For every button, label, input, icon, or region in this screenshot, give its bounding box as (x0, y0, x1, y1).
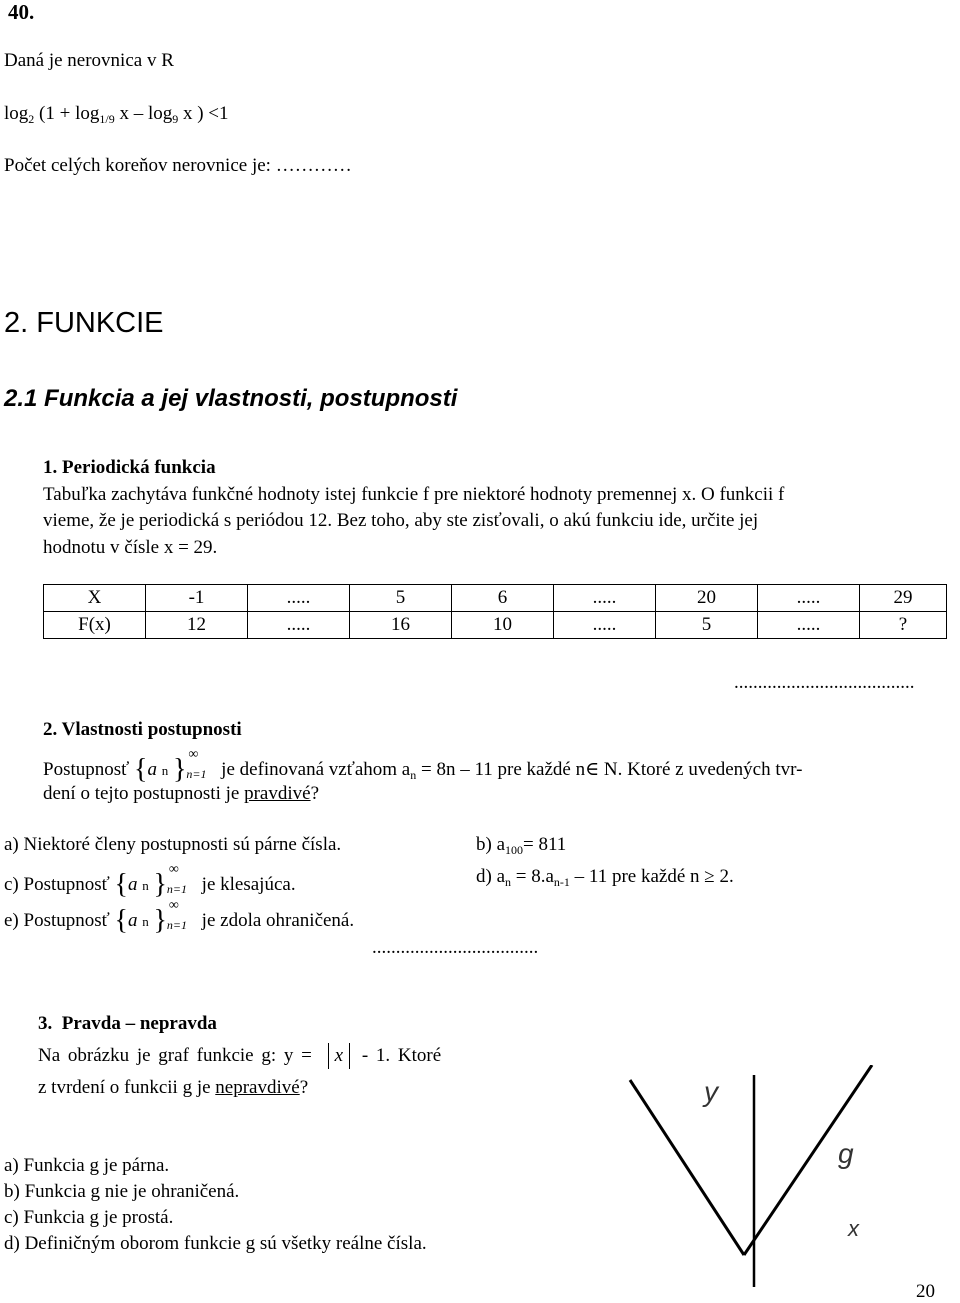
exercise-3-text-line: z tvrdení o funkcii g je nepravdivé? (38, 1077, 309, 1098)
page-number: 20 (916, 1281, 935, 1302)
table-cell: 12 (146, 612, 248, 639)
exercise-2-title: 2. Vlastnosti postupnosti (43, 719, 242, 740)
inequality: $\log_2 (1 + \log_{1/9} x - \log_9 x$ ) <1 (4, 103, 229, 126)
table-cell: ..... (248, 585, 350, 612)
y-axis-label: y (704, 1076, 718, 1107)
exercise-1-answer-line: ...................................... (734, 672, 915, 693)
table-cell: 5 (350, 585, 452, 612)
option-c: c) Postupnosť {a n } ∞ n=1 je klesajúca. (4, 861, 296, 900)
statement-a: a) Funkcia g je párna. (4, 1155, 170, 1176)
chapter-title: 2. FUNKCIE (4, 307, 164, 339)
exercise-1-title: 1. Periodická funkcia (43, 457, 216, 478)
table-cell: ..... (554, 585, 656, 612)
option-b: b) $a_{100}= 811$ (476, 834, 567, 857)
chapter-subtitle: 2.1 Funkcia a jej vlastnosti, postupnosti (4, 385, 458, 412)
exercise-2-answer-line: ................................... (372, 937, 539, 958)
option-a: a) Niektoré členy postupnosti sú párne čísla. (4, 834, 342, 855)
statement-d: d) Definičným oborom funkcie g sú všetky reálne čísla. (4, 1233, 427, 1254)
table-cell: ..... (554, 612, 656, 639)
table-cell: X (44, 585, 146, 612)
exercise-3-title: 3. Pravda – nepravda (38, 1013, 217, 1034)
option-d: d) $a_n = 8.a_{n-1} - 11$ pre každé n ≥ 2. (476, 866, 734, 889)
table-cell: ..... (248, 612, 350, 639)
table-cell: 6 (452, 585, 554, 612)
problem-intro: Daná je nerovnica v R (4, 50, 174, 71)
table-cell: ..... (758, 585, 860, 612)
table-cell: 16 (350, 612, 452, 639)
exercise-1-text-line: vieme, že je periodická s periódou 12. Bez toho, aby ste zisťovali, o akú funkciu ide, určite jej (43, 510, 759, 531)
graph-line (630, 1080, 744, 1255)
problem-number: 40. (8, 0, 35, 24)
function-values-table (43, 584, 947, 639)
function-graph (600, 1065, 945, 1290)
statement-b: b) Funkcia g nie je ohraničená. (4, 1181, 240, 1202)
statement-c: c) Funkcia g je prostá. (4, 1207, 174, 1228)
table-cell: F(x) (44, 612, 146, 639)
table-cell: ? (860, 612, 947, 639)
table-cell: ..... (758, 612, 860, 639)
table-cell: -1 (146, 585, 248, 612)
graph-label: g (838, 1138, 854, 1169)
exercise-3-text-line: Na obrázku je graf funkcie g: y = x - 1. Ktoré (38, 1043, 441, 1069)
x-axis-label: x (848, 1216, 859, 1241)
exercise-1-text-line: hodnotu v čísle x = 29. (43, 537, 218, 558)
table-cell: 5 (656, 612, 758, 639)
table-cell: 10 (452, 612, 554, 639)
table-row (44, 612, 947, 639)
exercise-2-text-line: dení o tejto postupnosti je pravdivé? (43, 783, 319, 804)
table-row (44, 585, 947, 612)
table-cell: 20 (656, 585, 758, 612)
exercise-1-text-line: Tabuľka zachytáva funkčné hodnoty istej funkcie f pre niektoré hodnoty premennej x. O funkcii f (43, 484, 785, 505)
table-cell: 29 (860, 585, 947, 612)
exercise-2-text-line: Postupnosť {a n } ∞ n=1 je definovaná vzťahom $a_n = 8n - 11$ pre každé n∈ N. Ktoré z uvedených tvr- (43, 746, 803, 785)
option-e: e) Postupnosť {a n } ∞ n=1 je zdola ohraničená. (4, 897, 355, 936)
problem-question: Počet celých koreňov nerovnice je: ………… (4, 155, 352, 176)
